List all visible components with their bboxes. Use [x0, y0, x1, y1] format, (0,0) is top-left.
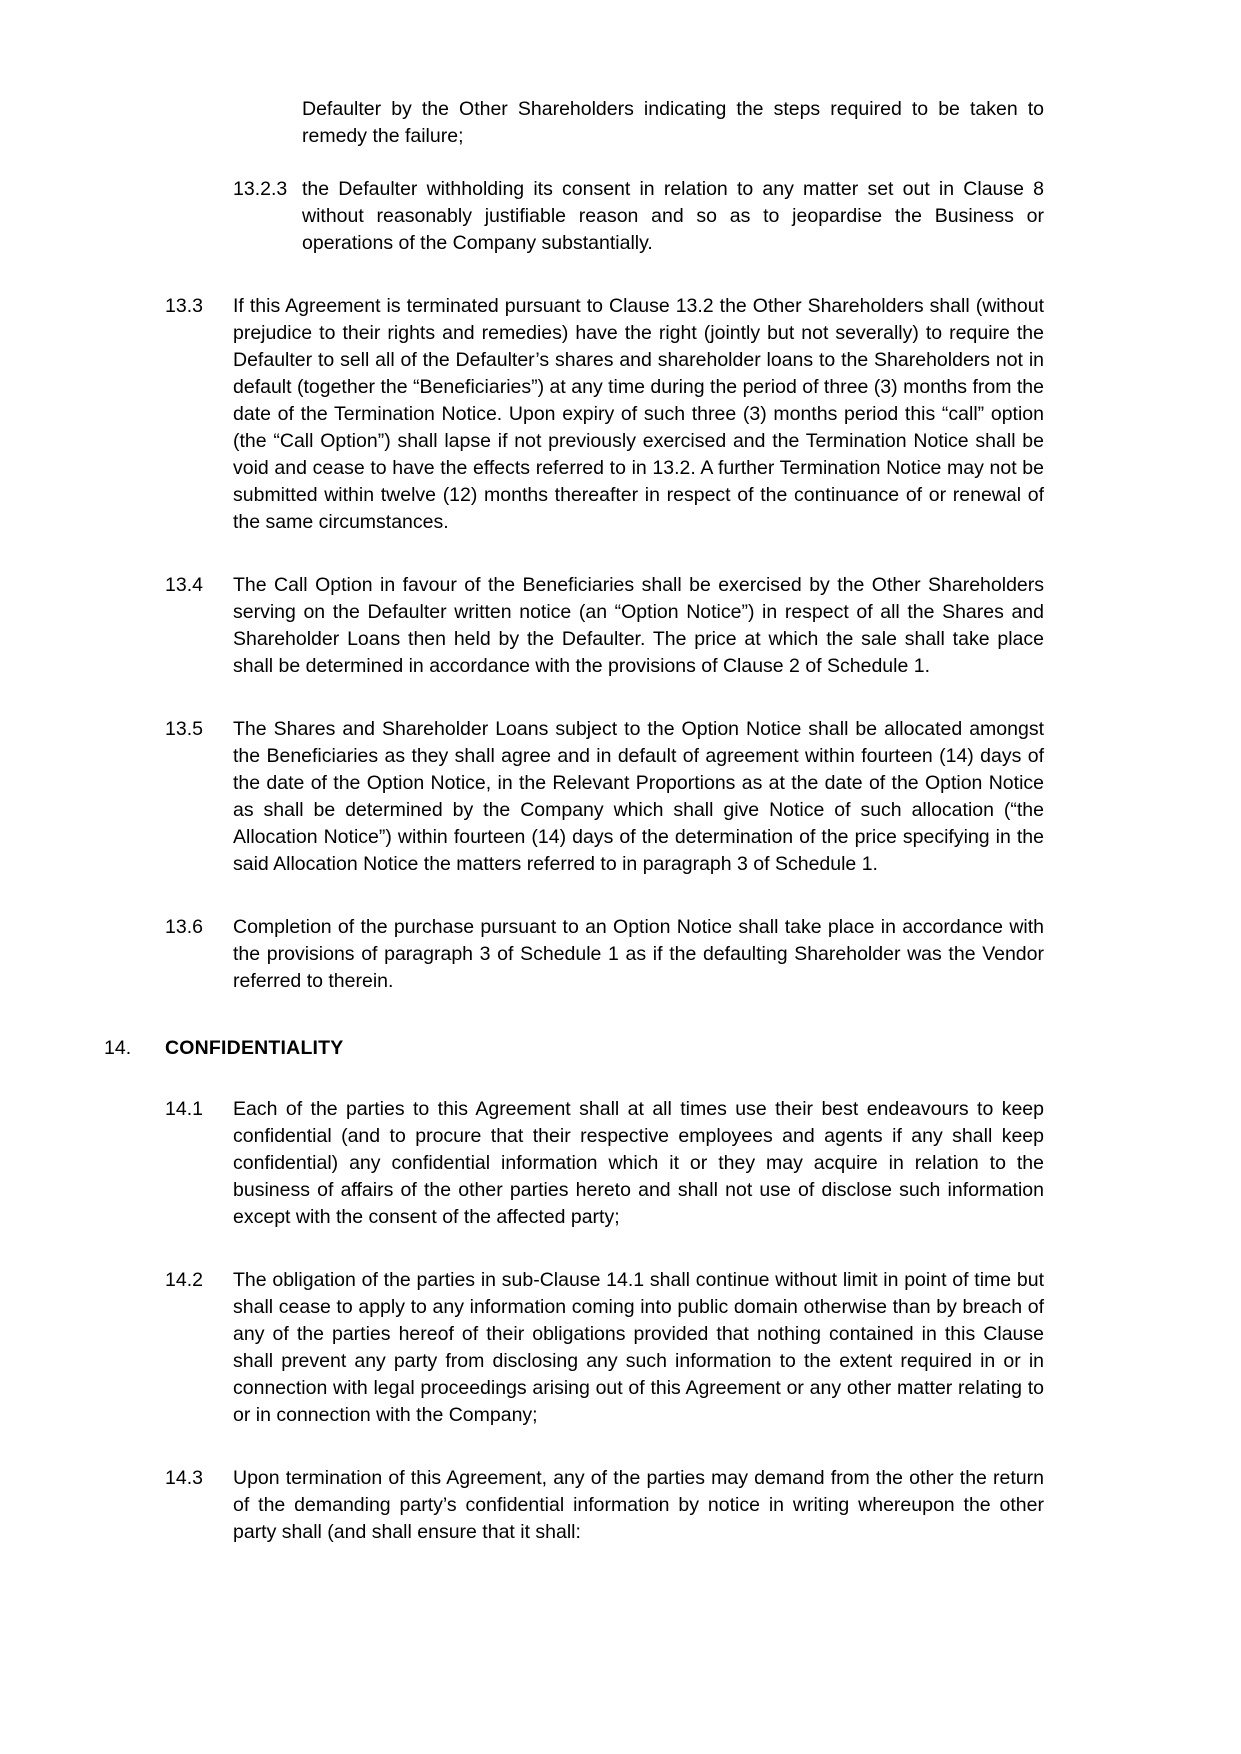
- paragraph-spacer: [0, 1257, 1241, 1267]
- clause-number: 13.5: [165, 718, 203, 740]
- clause-text: Defaulter by the Other Shareholders indicating the steps required to be taken to remedy the failure;: [302, 98, 1044, 147]
- section-14-heading: [0, 1035, 1241, 1062]
- paragraph-spacer: [0, 1455, 1241, 1465]
- clause-text: Upon termination of this Agreement, any of the parties may demand from the other the return of the demanding party’s confidential information by notice in writing whereupon the other party shall (and shall ensure that it shall:: [233, 1467, 1044, 1543]
- clause-number: 14.1: [165, 1098, 203, 1120]
- clause-13-5: [0, 716, 1241, 878]
- clause-text: The Shares and Shareholder Loans subject to the Option Notice shall be allocated amongst the Beneficiaries as they shall agree and in default of agreement within fourteen (14) days of the date of the Option Notice, in the Relevant Proportions as at the date of the Option Notice as shall be determined by the Company which shall give Notice of such allocation (“the Allocation Notice”) within fourteen (14) days of the determination of the price specifying in the said Allocation Notice the matters referred to in paragraph 3 of Schedule 1.: [233, 718, 1044, 875]
- paragraph-spacer: [0, 562, 1241, 572]
- clause-text: The obligation of the parties in sub-Clause 14.1 shall continue without limit in point of time but shall cease to apply to any information coming into public domain otherwise than by breach of any of the parties hereof of their obligations provided that nothing contained in this Clause shall prevent any party from disclosing any such information to the extent required in or in connection with legal proceedings arising out of this Agreement or any other matter relating to or in connection with the Company;: [233, 1269, 1044, 1426]
- section-title: CONFIDENTIALITY: [165, 1037, 344, 1059]
- clause-text: Each of the parties to this Agreement shall at all times use their best endeavours to keep confidential (and to procure that their respective employees and agents if any shall keep confidential) any confidential information which it or they may acquire in relation to the business of affairs of the other parties hereto and shall not use of disclose such information except with the consent of the affected party;: [233, 1098, 1044, 1228]
- section-number: 14.: [104, 1037, 132, 1059]
- clause-text: The Call Option in favour of the Beneficiaries shall be exercised by the Other Shareholders serving on the Defaulter written notice (an “Option Notice”) in respect of all the Shares and Shareholder Loans then held by the Defaulter. The price at which the sale shall take place shall be determined in accordance with the provisions of Clause 2 of Schedule 1.: [233, 574, 1044, 677]
- clause-13-3: [0, 293, 1241, 536]
- clause-text: Completion of the purchase pursuant to an Option Notice shall take place in accordance with the provisions of paragraph 3 of Schedule 1 as if the defaulting Shareholder was the Vendor referred to therein.: [233, 916, 1044, 992]
- paragraph-spacer: [0, 706, 1241, 716]
- clause-number: 13.6: [165, 916, 203, 938]
- clause-14-3: [0, 1465, 1241, 1546]
- clause-text: If this Agreement is terminated pursuant to Clause 13.2 the Other Shareholders shall (without prejudice to their rights and remedies) have the right (jointly but not severally) to require the Defaulter to sell all of the Defaulter’s shares and shareholder loans to the Shareholders not in default (together the “Beneficiaries”) at any time during the period of three (3) months from the date of the Termination Notice. Upon expiry of such three (3) months period this “call” option (the “Call Option”) shall lapse if not previously exercised and the Termination Notice shall be void and cease to have the effects referred to in 13.2. A further Termination Notice may not be submitted within twelve (12) months thereafter in respect of the continuance of or renewal of the same circumstances.: [233, 295, 1044, 533]
- clause-13-6: [0, 914, 1241, 995]
- clause-number: 13.2.3: [233, 178, 288, 200]
- paragraph-spacer: [0, 283, 1241, 293]
- clause-number: 13.4: [165, 574, 203, 596]
- paragraph-spacer: [0, 904, 1241, 914]
- clause-13-4: [0, 572, 1241, 680]
- clause-number: 14.3: [165, 1467, 203, 1489]
- clause-14-2: [0, 1267, 1241, 1429]
- document-body: [0, 96, 1241, 1572]
- clause-number: 13.3: [165, 295, 203, 317]
- clause-13-2-3: [0, 176, 1241, 257]
- clause-number: 14.2: [165, 1269, 203, 1291]
- clause-13-2-2-continuation: [0, 96, 1241, 150]
- clause-text: the Defaulter withholding its consent in relation to any matter set out in Clause 8 without reasonably justifiable reason and so as to jeopardise the Business or operations of the Company substantially.: [302, 178, 1044, 254]
- clause-14-1: [0, 1096, 1241, 1231]
